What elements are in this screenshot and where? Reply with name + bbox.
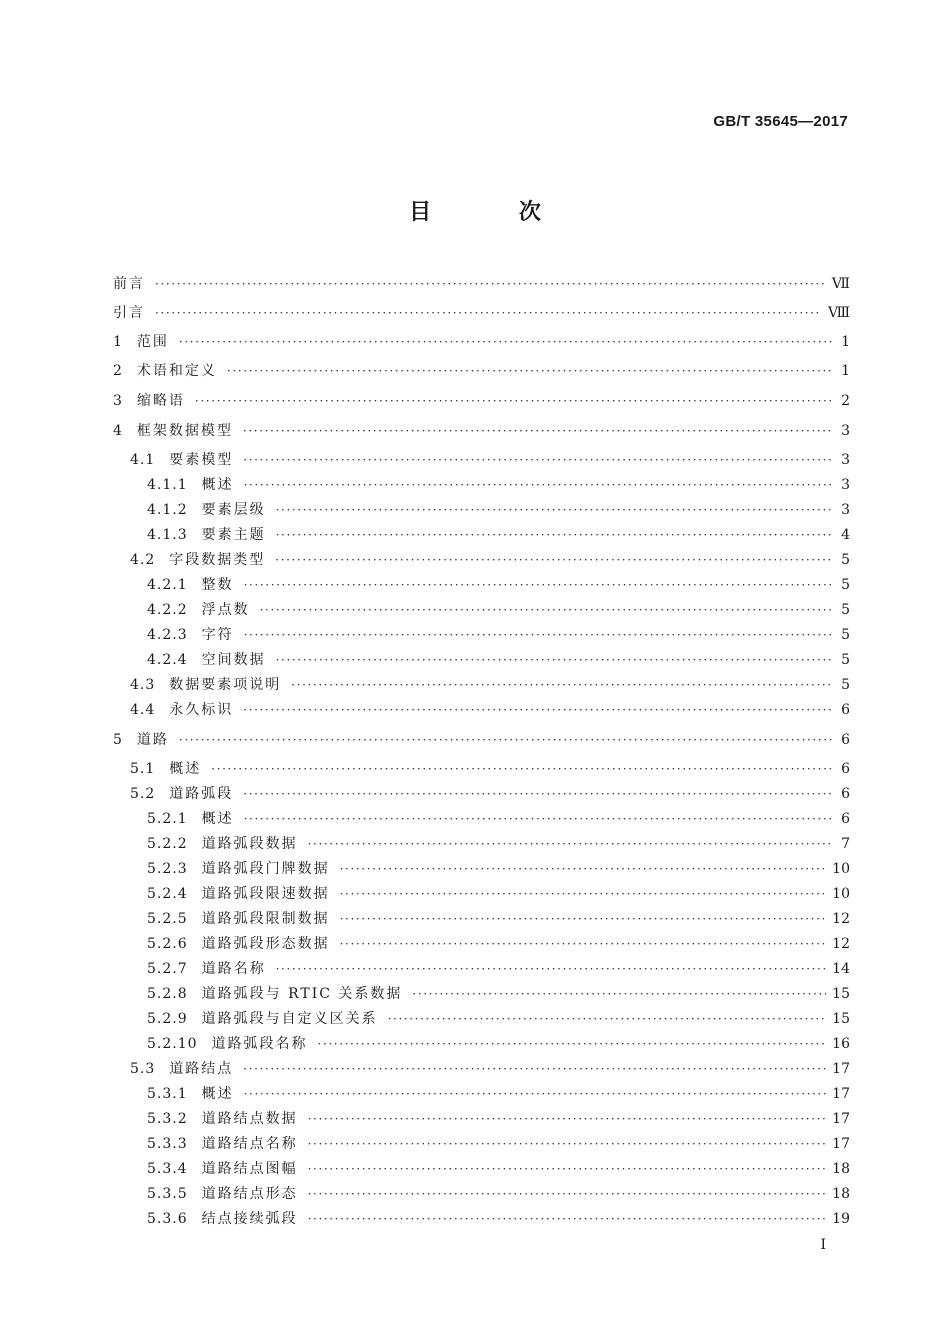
toc-entry-page: 3	[841, 502, 850, 518]
toc-entry-label: 概述	[201, 1086, 234, 1102]
toc-entry-number: 4.4	[130, 702, 156, 718]
toc-entry-number: 4.2.1	[147, 577, 188, 593]
toc-entry[interactable]	[113, 809, 850, 829]
toc-entry-number: 4.2.3	[147, 627, 188, 643]
dot-leader	[244, 575, 834, 595]
toc-entry[interactable]	[113, 650, 850, 670]
toc-entry-page: 17	[832, 1111, 850, 1127]
toc-entry-label: 整数	[201, 577, 234, 593]
toc-entry-number: 2	[113, 363, 123, 379]
toc-entry[interactable]	[113, 361, 850, 381]
toc-entry-label: 结点接续弧段	[201, 1211, 298, 1227]
toc-entry-page: 14	[832, 961, 850, 977]
toc-entry[interactable]	[113, 859, 850, 879]
toc-entry-page: Ⅷ	[827, 305, 850, 321]
toc-entry-label: 概述	[169, 761, 202, 777]
dot-leader	[388, 1009, 827, 1029]
toc-entry[interactable]	[113, 625, 850, 645]
toc-entry-page: 10	[832, 886, 850, 902]
toc-entry[interactable]	[113, 500, 850, 520]
toc-entry-number: 3	[113, 393, 123, 409]
toc-entry-label: 道路名称	[201, 961, 266, 977]
dot-leader	[308, 1209, 827, 1229]
toc-entry-label: 道路弧段	[169, 786, 234, 802]
toc-entry-number: 4.2	[130, 552, 156, 568]
toc-entry-page: 5	[841, 677, 850, 693]
toc-entry-page: 2	[841, 393, 850, 409]
toc-entry-label: 空间数据	[201, 652, 266, 668]
toc-entry[interactable]	[113, 834, 850, 854]
dot-leader	[179, 332, 834, 352]
toc-entry-page: 3	[841, 477, 850, 493]
dot-leader	[227, 361, 834, 381]
toc-entry[interactable]	[113, 934, 850, 954]
toc-entry-number: 4.2.4	[147, 652, 188, 668]
toc-entry[interactable]	[113, 675, 850, 695]
dot-leader	[155, 303, 822, 323]
dot-leader	[155, 274, 826, 294]
toc-entry-label: 道路弧段与自定义区关系	[201, 1011, 378, 1027]
dot-leader	[243, 421, 834, 441]
dot-leader	[308, 1134, 827, 1154]
toc-entry-page: 5	[841, 627, 850, 643]
toc-entry-label: 概述	[201, 811, 234, 827]
toc-entry[interactable]	[113, 1009, 850, 1029]
standard-code: GB/T 35645—2017	[713, 113, 848, 130]
toc-entry-page: 6	[841, 811, 850, 827]
toc-entry-number: 4.1	[130, 452, 156, 468]
toc-entry-label: 道路弧段名称	[211, 1036, 308, 1052]
dot-leader	[308, 834, 834, 854]
toc-entry-label: 字符	[201, 627, 234, 643]
toc-entry-page: 16	[832, 1036, 850, 1052]
toc-entry-page: 5	[841, 602, 850, 618]
toc-entry[interactable]	[113, 332, 850, 352]
toc-entry[interactable]	[113, 475, 850, 495]
toc-entry[interactable]	[113, 1059, 850, 1079]
toc-entry-page: 12	[832, 936, 850, 952]
dot-leader	[340, 909, 827, 929]
dot-leader	[318, 1034, 827, 1054]
toc-entry-label: 概述	[201, 477, 234, 493]
toc-entry-number: 5.3.4	[147, 1161, 188, 1177]
toc-entry-label: 要素层级	[201, 502, 266, 518]
dot-leader	[276, 650, 834, 670]
toc-entry-page: 3	[841, 423, 850, 439]
toc-entry-page: 6	[841, 786, 850, 802]
toc-entry[interactable]	[113, 1159, 850, 1179]
toc-entry[interactable]	[113, 784, 850, 804]
toc-entry-page: 7	[841, 836, 850, 852]
toc-entry-label: 缩略语	[136, 393, 185, 409]
dot-leader	[243, 1059, 826, 1079]
dot-leader	[244, 809, 834, 829]
page-number: I	[820, 1237, 826, 1253]
toc-entry-page: 4	[841, 527, 850, 543]
toc-entry[interactable]	[113, 1184, 850, 1204]
toc-entry[interactable]	[113, 421, 850, 441]
toc-entry-number: 5.2.5	[147, 911, 188, 927]
toc-entry-label: 永久标识	[169, 702, 234, 718]
toc-entry-label: 道路结点图幅	[201, 1161, 298, 1177]
toc-entry[interactable]	[113, 274, 850, 294]
toc-entry[interactable]	[113, 984, 850, 1004]
toc-entry-page: Ⅶ	[831, 276, 850, 292]
toc-entry-page: 5	[841, 552, 850, 568]
toc-entry-page: 17	[832, 1061, 850, 1077]
toc-entry[interactable]	[113, 884, 850, 904]
toc-entry-number: 4.1.1	[147, 477, 188, 493]
toc-entry-number: 4.3	[130, 677, 156, 693]
toc-entry-label: 道路弧段与 RTIC 关系数据	[201, 986, 403, 1002]
dot-leader	[308, 1109, 827, 1129]
toc-entry-number: 4	[113, 423, 123, 439]
toc-entry-page: 6	[841, 732, 850, 748]
toc-entry-number: 4.2.2	[147, 602, 188, 618]
toc-entry-page: 15	[832, 986, 850, 1002]
toc-entry-label: 前言	[113, 276, 145, 292]
toc-entry-number: 4.1.3	[147, 527, 188, 543]
toc-entry-label: 道路结点名称	[201, 1136, 298, 1152]
toc-entry-label: 道路弧段门牌数据	[201, 861, 330, 877]
toc-entry-label: 要素模型	[169, 452, 234, 468]
dot-leader	[244, 625, 834, 645]
dot-leader	[195, 391, 834, 411]
toc-entry-label: 数据要素项说明	[169, 677, 282, 693]
toc-entry[interactable]	[113, 700, 850, 720]
toc-entry-label: 浮点数	[201, 602, 250, 618]
toc-entry-page: 15	[832, 1011, 850, 1027]
toc-entry-label: 道路弧段数据	[201, 836, 298, 852]
toc-entry-label: 引言	[113, 305, 145, 321]
toc-entry-page: 18	[832, 1161, 850, 1177]
toc-entry-number: 5.3.3	[147, 1136, 188, 1152]
toc-entry-page: 6	[841, 761, 850, 777]
toc-entry[interactable]	[113, 1109, 850, 1129]
dot-leader	[243, 784, 834, 804]
dot-leader	[276, 500, 834, 520]
toc-entry[interactable]	[113, 525, 850, 545]
toc-entry-page: 17	[832, 1086, 850, 1102]
dot-leader	[308, 1159, 827, 1179]
dot-leader	[275, 550, 834, 570]
toc-entry-label: 字段数据类型	[169, 552, 266, 568]
dot-leader	[260, 600, 834, 620]
toc-entry[interactable]	[113, 1084, 850, 1104]
toc-entry-number: 5.2.2	[147, 836, 188, 852]
toc-entry[interactable]	[113, 450, 850, 470]
toc-entry[interactable]	[113, 1034, 850, 1054]
dot-leader	[243, 450, 834, 470]
toc-entry[interactable]	[113, 909, 850, 929]
toc-entry-label: 道路弧段限制数据	[201, 911, 330, 927]
dot-leader	[211, 759, 834, 779]
toc-entry-label: 道路结点	[169, 1061, 234, 1077]
toc-entry-page: 1	[841, 363, 850, 379]
toc-entry[interactable]	[113, 730, 850, 750]
toc-entry-number: 5.3	[130, 1061, 156, 1077]
toc-entry-label: 框架数据模型	[136, 423, 233, 439]
toc-entry-number: 5.2	[130, 786, 156, 802]
toc-entry-label: 术语和定义	[136, 363, 217, 379]
dot-leader	[340, 934, 827, 954]
toc-entry-number: 5.2.6	[147, 936, 188, 952]
dot-leader	[244, 1084, 827, 1104]
dot-leader	[243, 700, 834, 720]
dot-leader	[276, 525, 834, 545]
dot-leader	[291, 675, 834, 695]
toc-entry[interactable]	[113, 303, 850, 323]
toc-entry-label: 道路	[136, 732, 169, 748]
dot-leader	[412, 984, 826, 1004]
toc-entry-page: 1	[841, 334, 850, 350]
dot-leader	[244, 475, 834, 495]
toc-entry-number: 4.1.2	[147, 502, 188, 518]
toc-entry-number: 5.2.10	[147, 1036, 198, 1052]
toc-entry[interactable]	[113, 391, 850, 411]
toc-entry-page: 6	[841, 702, 850, 718]
dot-leader	[276, 959, 827, 979]
toc-entry-label: 道路弧段限速数据	[201, 886, 330, 902]
toc-entry-label: 要素主题	[201, 527, 266, 543]
toc-entry-label: 道路弧段形态数据	[201, 936, 330, 952]
toc-entry-page: 10	[832, 861, 850, 877]
toc-entry-number: 5.2.3	[147, 861, 188, 877]
toc-entry-page: 17	[832, 1136, 850, 1152]
toc-entry[interactable]	[113, 600, 850, 620]
toc-entry-label: 道路结点形态	[201, 1186, 298, 1202]
toc-entry[interactable]	[113, 1209, 850, 1229]
toc-entry-page: 12	[832, 911, 850, 927]
toc-entry-page: 5	[841, 577, 850, 593]
toc-entry-number: 5.3.5	[147, 1186, 188, 1202]
toc-entry[interactable]	[113, 575, 850, 595]
toc-entry-number: 5.2.4	[147, 886, 188, 902]
toc-entry-number: 5.1	[130, 761, 156, 777]
toc-entry-number: 5.2.7	[147, 961, 188, 977]
toc-entry-number: 5.3.1	[147, 1086, 188, 1102]
toc-entry-number: 5	[113, 732, 123, 748]
toc-entry[interactable]	[113, 759, 850, 779]
dot-leader	[308, 1184, 827, 1204]
toc-entry[interactable]	[113, 550, 850, 570]
toc-entry-page: 5	[841, 652, 850, 668]
toc-entry-label: 范围	[136, 334, 169, 350]
dot-leader	[340, 859, 827, 879]
toc-entry-number: 5.3.6	[147, 1211, 188, 1227]
toc-entry-label: 道路结点数据	[201, 1111, 298, 1127]
toc-entry[interactable]	[113, 1134, 850, 1154]
toc-entry-page: 19	[832, 1211, 850, 1227]
toc-entry-number: 5.2.8	[147, 986, 188, 1002]
page-title: 目 次	[409, 200, 581, 225]
toc-entry-number: 5.2.1	[147, 811, 188, 827]
toc-entry-number: 1	[113, 334, 123, 350]
toc-entry-page: 18	[832, 1186, 850, 1202]
toc-entry-number: 5.3.2	[147, 1111, 188, 1127]
toc-entry[interactable]	[113, 959, 850, 979]
dot-leader	[179, 730, 834, 750]
toc-entry-number: 5.2.9	[147, 1011, 188, 1027]
dot-leader	[340, 884, 827, 904]
toc-entry-page: 3	[841, 452, 850, 468]
